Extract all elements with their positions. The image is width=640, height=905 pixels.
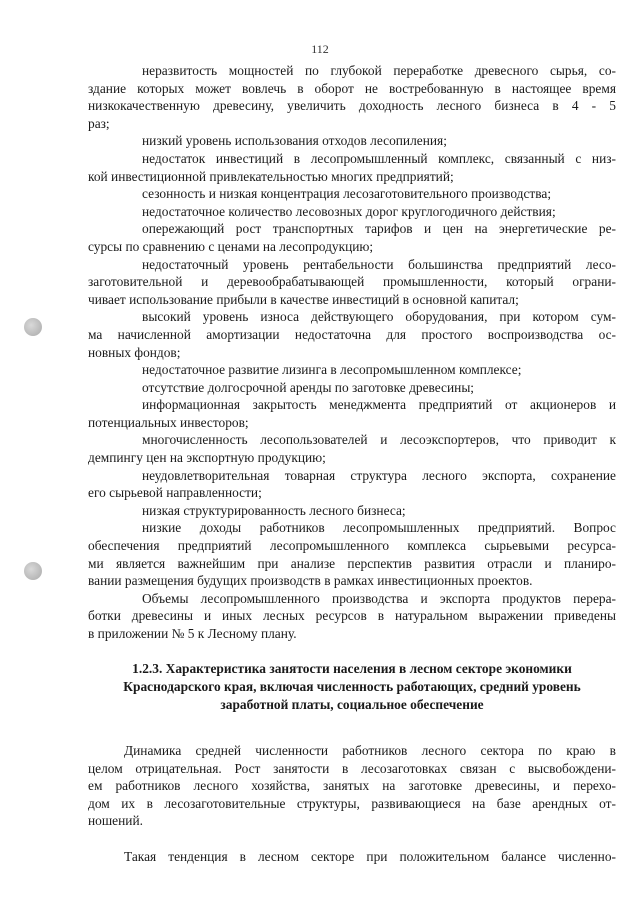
text-line: недостаточное развитие лизинга в лесопромышленном комплексе; xyxy=(142,362,522,378)
text-line: кой инвестиционной привлекательностью многих предприятий; xyxy=(88,168,454,184)
page-number: 112 xyxy=(311,42,329,56)
text-line: демпингу цен на экспортную продукцию; xyxy=(88,450,326,466)
text-line: недостаточное количество лесовозных дорог круглогодичного действия; xyxy=(142,203,556,219)
text-line: сезонность и низкая концентрация лесозаготовительного производства; xyxy=(142,186,552,202)
text-line: низкие доходы работников лесопромышленных предприятий. Вопрос xyxy=(142,520,616,536)
text-line: низкая структурированность лесного бизнеса; xyxy=(142,502,406,518)
text-line: высокий уровень износа действующего оборудования, при котором сум- xyxy=(142,309,616,325)
text-line: новных фондов; xyxy=(88,344,181,360)
heading-line: заработной платы, социальное обеспечение xyxy=(220,697,484,712)
text-line: ботки древесины и иных лесных ресурсов в натуральном выражении приведены xyxy=(88,608,616,624)
text-line: информационная закрытость менеджмента предприятий от акционеров и xyxy=(142,397,616,413)
text-line: низкокачественную древесину, увеличить доходность лесного бизнеса в 4 - 5 xyxy=(88,98,616,114)
text-line: заготовительной и деревообрабатывающей промышленности, который ограни- xyxy=(88,274,616,290)
body-text-block xyxy=(88,742,616,865)
text-line: в приложении № 5 к Лесному плану. xyxy=(88,626,297,641)
body-text-block xyxy=(88,62,616,643)
text-line: раз; xyxy=(88,115,110,131)
punch-hole-mark xyxy=(24,318,42,336)
text-line: ем работников лесного хозяйства, занятых на заготовке древесины, и перехо- xyxy=(88,778,616,794)
heading-line: 1.2.3. Характеристика занятости населения в лесном секторе экономики xyxy=(132,661,572,676)
text-line: неудовлетворительная товарная структура лесного экспорта, сохранение xyxy=(142,467,616,483)
text-line: Объемы лесопромышленного производства и экспорта продуктов перера- xyxy=(142,590,616,606)
text-line: чивает использование прибыли в качестве инвестиций в основной капитал; xyxy=(88,291,519,307)
text-line: целом отрицательная. Рост занятости в лесозаготовках связан с высвобождени- xyxy=(88,760,616,776)
heading-line: Краснодарского края, включая численность работающих, средний уровень xyxy=(123,679,581,694)
text-line: вании размещения будущих производств в рамках инвестиционных проектов. xyxy=(88,573,533,589)
text-line: недостаточный уровень рентабельности большинства предприятий лесо- xyxy=(142,256,616,272)
text-line: здание которых может вовлечь в оборот не востребованную в настоящее время xyxy=(88,80,616,96)
text-line: Динамика средней численности работников лесного сектора по краю в xyxy=(124,743,616,758)
text-line: опережающий рост транспортных тарифов и цен на энергетические ре- xyxy=(142,221,616,237)
text-line: отсутствие долгосрочной аренды по заготовке древесины; xyxy=(142,379,475,395)
text-line xyxy=(88,830,616,848)
text-line: многочисленность лесопользователей и лесоэкспортеров, что приводит к xyxy=(142,432,616,448)
text-line: обеспечения предприятий лесопромышленного комплекса сырьевыми ресурса- xyxy=(88,538,616,554)
text-line: Такая тенденция в лесном секторе при положительном балансе численно- xyxy=(124,848,616,864)
text-line: дом их в лесозаготовительные структуры, развивающиеся на базе арендных от- xyxy=(88,795,616,811)
text-line: ношений. xyxy=(88,813,143,829)
text-line: его сырьевой направленности; xyxy=(88,485,262,501)
text-line: недостаток инвестиций в лесопромышленный комплекс, связанный с низ- xyxy=(142,150,616,166)
punch-hole-mark xyxy=(24,562,42,580)
text-line: потенциальных инвесторов; xyxy=(88,414,249,430)
text-line: ми является важнейшим при анализе перспектив развития отрасли и планиро- xyxy=(88,555,616,571)
text-line: сурсы по сравнению с ценами на лесопродукцию; xyxy=(88,238,374,254)
text-line: ма начисленной амортизации недостаточна для простого воспроизводства ос- xyxy=(88,326,616,342)
section-heading xyxy=(88,660,616,714)
text-line: неразвитость мощностей по глубокой переработке древесного сырья, со- xyxy=(142,63,616,78)
text-line: низкий уровень использования отходов лесопиления; xyxy=(142,133,447,149)
